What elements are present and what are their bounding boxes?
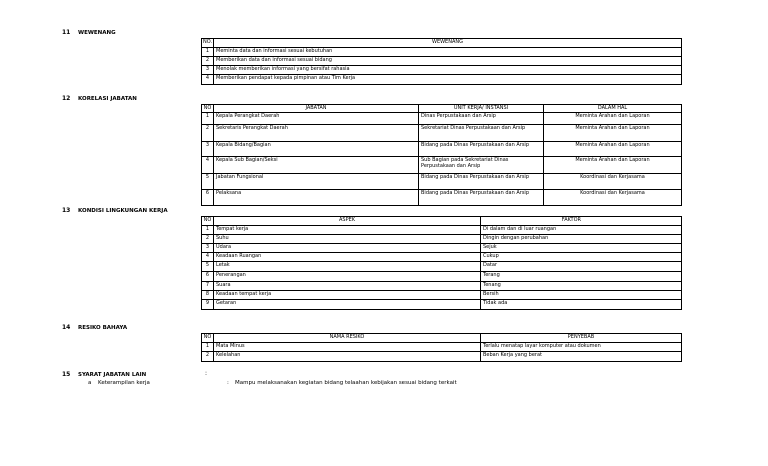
row-aspek: Penerangan	[214, 272, 481, 282]
table-row	[202, 244, 682, 253]
table-row	[202, 174, 682, 190]
section-15-title: SYARAT JABATAN LAIN	[78, 372, 147, 378]
table-row	[202, 343, 682, 352]
table-row	[202, 235, 682, 244]
header-cell: NO	[202, 105, 214, 113]
row-faktor: Cukup	[481, 253, 682, 262]
row-no: 2	[202, 57, 214, 66]
row-unit: Sekretariat Dinas Perpustakaan dan Arsip	[419, 125, 544, 142]
row-text: Memberikan data dan informasi sesuai bidang	[214, 57, 682, 66]
section-12-title: KORELASI JABATAN	[78, 96, 137, 102]
table-header-row	[202, 105, 682, 113]
row-text: Meminta data dan informasi sesuai kebutuhan	[214, 48, 682, 57]
section-14-title: RESIKO BAHAYA	[78, 325, 128, 331]
header-cell: NO	[202, 334, 214, 343]
table-row	[202, 113, 682, 125]
table-row	[202, 190, 682, 206]
row-no: 2	[202, 235, 214, 244]
row-faktor: Tidak ada	[481, 300, 682, 310]
row-faktor: Dingin dengan perubahan	[481, 235, 682, 244]
row-aspek: Letak	[214, 262, 481, 272]
table-row	[202, 142, 682, 157]
section-15-number: 15	[62, 371, 71, 378]
header-cell: DALAM HAL	[544, 105, 682, 113]
table-row	[202, 75, 682, 85]
kondisi-table	[201, 216, 682, 310]
header-cell: PENYEBAB	[481, 334, 682, 343]
row-hal: Meminta Arahan dan Laporan	[544, 113, 682, 125]
sub-item-letter: a	[88, 380, 92, 386]
row-no: 4	[202, 157, 214, 174]
row-no: 6	[202, 190, 214, 206]
row-hal: Koordinasi dan Kerjasama	[544, 174, 682, 190]
row-no: 5	[202, 262, 214, 272]
row-no: 8	[202, 291, 214, 300]
header-cell: ASPEK	[214, 217, 481, 226]
sub-item-value: Mampu melaksanakan kegiatan bidang telaahan kebijakan sesuai bidang terkait	[235, 380, 457, 386]
row-no: 1	[202, 48, 214, 57]
row-aspek: Keadaan tempat kerja	[214, 291, 481, 300]
section-12-number: 12	[62, 95, 71, 102]
table-header-row	[202, 217, 682, 226]
table-row	[202, 300, 682, 310]
section-14-number: 14	[62, 324, 71, 331]
row-penyebab: Terlalu menatap layar komputer atau dokumen	[481, 343, 682, 352]
row-no: 3	[202, 244, 214, 253]
row-nama: Kelelahan	[214, 352, 481, 362]
row-hal: Meminta Arahan dan Laporan	[544, 125, 682, 142]
section-13-title: KONDISI LINGKUNGAN KERJA	[78, 208, 168, 214]
sub-item-label: Keterampilan kerja	[98, 380, 150, 386]
section-15-colon: :	[205, 370, 208, 377]
row-unit: Bidang pada Dinas Perpustakaan dan Arsip	[419, 142, 544, 157]
table-row	[202, 48, 682, 57]
header-cell: UNIT KERJA/ INSTANSI	[419, 105, 544, 113]
row-no: 4	[202, 75, 214, 85]
row-penyebab: Beban Kerja yang berat	[481, 352, 682, 362]
table-row	[202, 291, 682, 300]
header-cell: NAMA RESIKO	[214, 334, 481, 343]
row-aspek: Suhu	[214, 235, 481, 244]
row-no: 2	[202, 125, 214, 142]
row-no: 1	[202, 343, 214, 352]
row-faktor: Terang	[481, 272, 682, 282]
section-11-number: 11	[62, 29, 71, 36]
row-no: 7	[202, 282, 214, 291]
sub-item-colon: :	[227, 380, 229, 386]
row-no: 5	[202, 174, 214, 190]
row-no: 9	[202, 300, 214, 310]
wewenang-table	[201, 38, 682, 85]
row-text: Menolak memberikan informasi yang bersifat rahasia	[214, 66, 682, 75]
table-row	[202, 352, 682, 362]
row-no: 1	[202, 226, 214, 235]
row-no: 3	[202, 66, 214, 75]
row-nama: Mata Minus	[214, 343, 481, 352]
table-row	[202, 125, 682, 142]
row-hal: Koordinasi dan Kerjasama	[544, 190, 682, 206]
row-no: 1	[202, 113, 214, 125]
row-no: 2	[202, 352, 214, 362]
row-aspek: Getaran	[214, 300, 481, 310]
row-unit: Sub Bagian pada Sekretariat Dinas Perpustakaan dan Arsip	[419, 157, 544, 174]
table-header-row	[202, 334, 682, 343]
section-11-title: WEWENANG	[78, 30, 116, 36]
table-row	[202, 157, 682, 174]
row-aspek: Tempat kerja	[214, 226, 481, 235]
section-13-number: 13	[62, 207, 71, 214]
row-jabatan: Jabatan Fungsional	[214, 174, 419, 190]
korelasi-table	[201, 104, 682, 206]
row-hal: Meminta Arahan dan Laporan	[544, 157, 682, 174]
row-unit: Dinas Perpustakaan dan Arsip	[419, 113, 544, 125]
table-row	[202, 226, 682, 235]
table-row	[202, 253, 682, 262]
row-faktor: Sejuk	[481, 244, 682, 253]
row-no: 4	[202, 253, 214, 262]
table-row	[202, 272, 682, 282]
row-no: 6	[202, 272, 214, 282]
row-jabatan: Kepala Bidang/Bagian	[214, 142, 419, 157]
row-text: Memberikan pendapat kepada pimpinan atau Tim Kerja	[214, 75, 682, 85]
row-faktor: Di dalam dan di luar ruangan	[481, 226, 682, 235]
row-aspek: Keadaan Ruangan	[214, 253, 481, 262]
row-jabatan: Pelaksana	[214, 190, 419, 206]
header-cell: NO.	[202, 39, 214, 48]
resiko-table	[201, 333, 682, 362]
table-row	[202, 57, 682, 66]
row-faktor: Bersih	[481, 291, 682, 300]
header-cell: JABATAN	[214, 105, 419, 113]
row-faktor: Tenang	[481, 282, 682, 291]
row-jabatan: Kepala Perangkat Daerah	[214, 113, 419, 125]
row-unit: Bidang pada Dinas Perpustakaan dan Arsip	[419, 174, 544, 190]
row-faktor: Datar	[481, 262, 682, 272]
row-aspek: Suara	[214, 282, 481, 291]
row-jabatan: Sekretaris Perangkat Daerah	[214, 125, 419, 142]
header-cell: FAKTOR	[481, 217, 682, 226]
table-header-row	[202, 39, 682, 48]
row-hal: Meminta Arahan dan Laporan	[544, 142, 682, 157]
header-cell: WEWENANG	[214, 39, 682, 48]
header-cell: NO	[202, 217, 214, 226]
row-aspek: Udara	[214, 244, 481, 253]
table-row	[202, 262, 682, 272]
table-row	[202, 66, 682, 75]
row-no: 3	[202, 142, 214, 157]
table-row	[202, 282, 682, 291]
row-unit: Bidang pada Dinas Perpustakaan dan Arsip	[419, 190, 544, 206]
row-jabatan: Kepala Sub Bagian/Seksi	[214, 157, 419, 174]
